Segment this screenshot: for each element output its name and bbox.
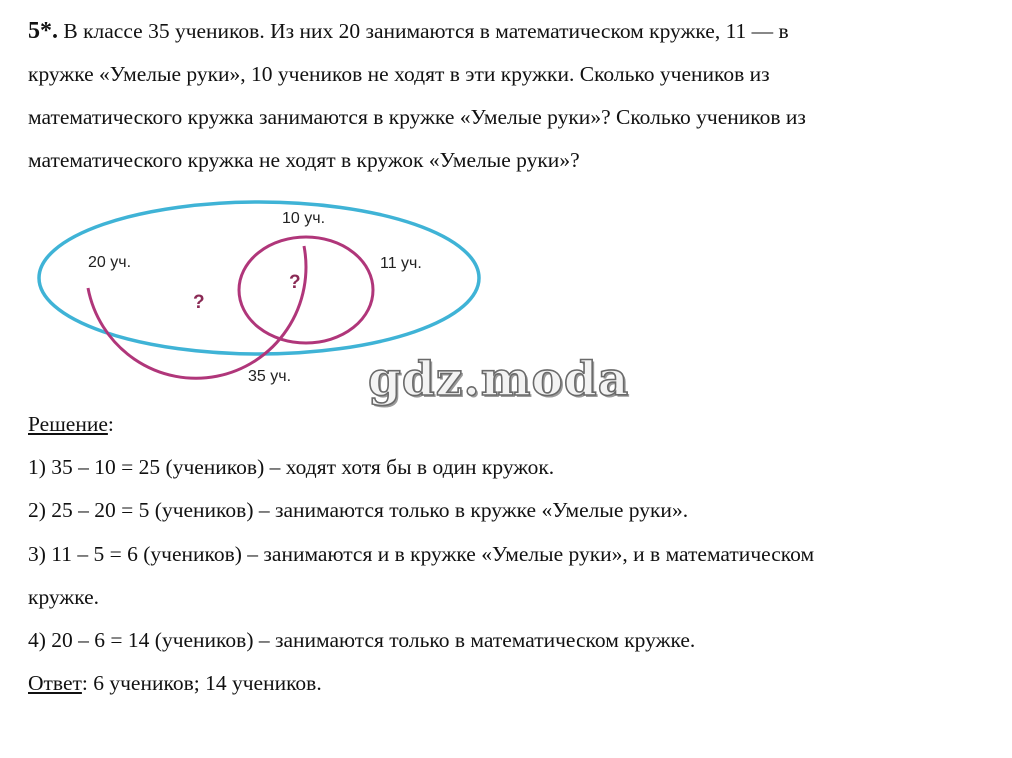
solution-heading-text: Решение [28,412,108,436]
watermark: gdz.moda [368,352,630,407]
problem-number: 5*. [28,18,58,44]
answer-label: Ответ [28,671,82,696]
crafts-club-label: 11 уч. [380,255,422,272]
problem-line-1 [28,10,988,53]
solution-step-4: 4) 20 – 6 = 14 (учеников) – занимаются только в математическом кружке. [28,628,696,653]
class-total-label: 35 уч. [248,368,292,385]
problem-line-3: математического кружка занимаются в кружке «Умелые руки»? Сколько учеников из [28,105,806,129]
math-club-label: 20 уч. [88,254,132,271]
solution-step-3-continued: кружке. [28,584,100,609]
no-club-label: 10 уч. [282,210,326,227]
math-only-question-mark: ? [193,292,205,313]
solution-step-1: 1) 35 – 10 = 25 (учеников) – ходят хотя бы в один кружок. [28,455,555,480]
solution-heading-colon: : [107,412,114,436]
solution-step-2: 2) 25 – 20 = 5 (учеников) – занимаются только в кружке «Умелые руки». [28,498,689,523]
answer-text: : 6 учеников; 14 учеников. [81,671,322,696]
problem-text-line-1: В классе 35 учеников. Из них 20 занимаются в математическом кружке, 11 — в [63,19,789,43]
solution-step-3: 3) 11 – 5 = 6 (учеников) – занимаются и в кружке «Умелые руки», и в математическом [28,541,815,566]
solution-heading [28,403,988,446]
problem-line-2: кружке «Умелые руки», 10 учеников не ходят в эти кружки. Сколько учеников из [28,62,770,86]
answer-line [28,662,988,705]
problem-line-4: математического кружка не ходят в кружок «Умелые руки»? [28,148,580,172]
problem-statement [28,10,988,182]
solution [28,403,988,705]
intersection-question-mark: ? [289,272,301,293]
